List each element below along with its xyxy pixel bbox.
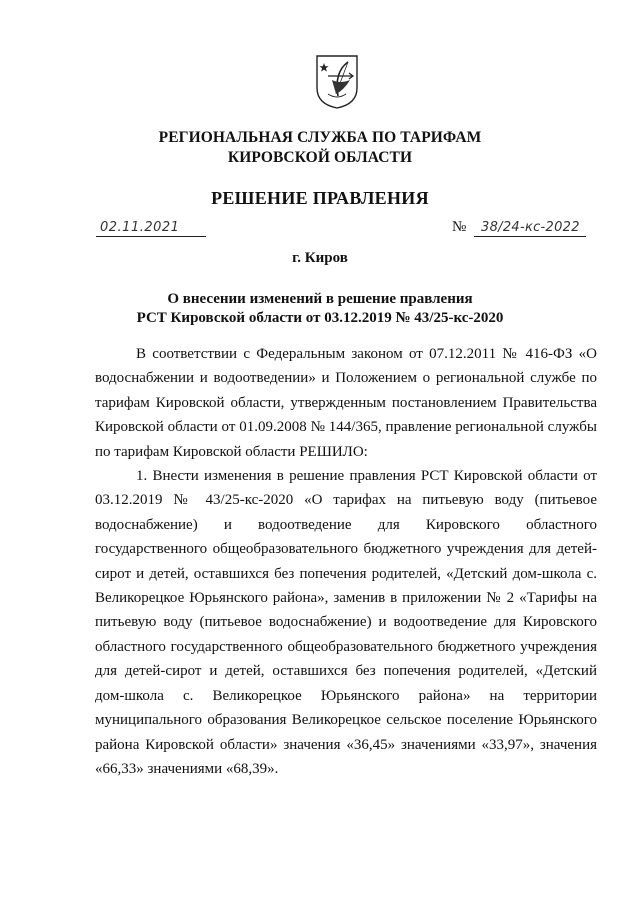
subject-line2: РСТ Кировской области от 03.12.2019 № 43/25-кс-2020: [136, 310, 504, 326]
organization-name-line1: РЕГИОНАЛЬНАЯ СЛУЖБА ПО ТАРИФАМ: [158, 129, 482, 146]
subject-heading: [0, 290, 640, 328]
subject-line1: О внесении изменений в решение правления: [167, 291, 473, 307]
date-underline: [96, 236, 206, 237]
coat-of-arms-emblem: [314, 54, 360, 110]
document-type: РЕШЕНИЕ ПРАВЛЕНИЯ: [211, 188, 429, 208]
number-sign: №: [452, 219, 467, 235]
handwritten-document-number: 38/24-кс-2022: [481, 220, 580, 235]
number-underline: [474, 236, 586, 237]
document-body: [95, 342, 597, 781]
body-paragraph: В соответствии с Федеральным законом от 07.12.2011 № 416-ФЗ «О водоснабжении и водоотведении» и Положением о региональной службе по тарифам Кировской области, утвержденным постановлением Правительства Кировской области от 01.09.2008 № 144/365, правление региональной службы по тарифам Кировской области РЕШИЛО:: [95, 346, 597, 460]
city: г. Киров: [292, 250, 348, 266]
body-paragraph: 1. Внести изменения в решение правления РСТ Кировской области от 03.12.2019 № 43/25-кс-2020 «О тарифах на питьевую воду (питьевое водоснабжение) и водоотведение для Кировского областного государственного общеобразовательного бюджетного учреждения для детей-сирот и детей, оставшихся без попечения родителей, «Детский дом-школа с. Великорецкое Юрьянского района», заменив в приложении № 2 «Тарифы на питьевую воду (питьевое водоснабжение) и водоотведение для Кировского областного государственного общеобразовательного бюджетного учреждения для детей-сирот и детей, оставшихся без попечения родителей, «Детский дом-школа с. Великорецкое Юрьянского района» на территории муниципального образования Великорецкое сельское поселение Юрьянского района Кировской области» значения «36,45» значениями «33,97», значения «66,33» значениями «68,39».: [95, 468, 597, 777]
organization-name-line2: КИРОВСКОЙ ОБЛАСТИ: [227, 149, 413, 166]
handwritten-date: 02.11.2021: [100, 220, 180, 235]
organization-name: [0, 128, 640, 168]
